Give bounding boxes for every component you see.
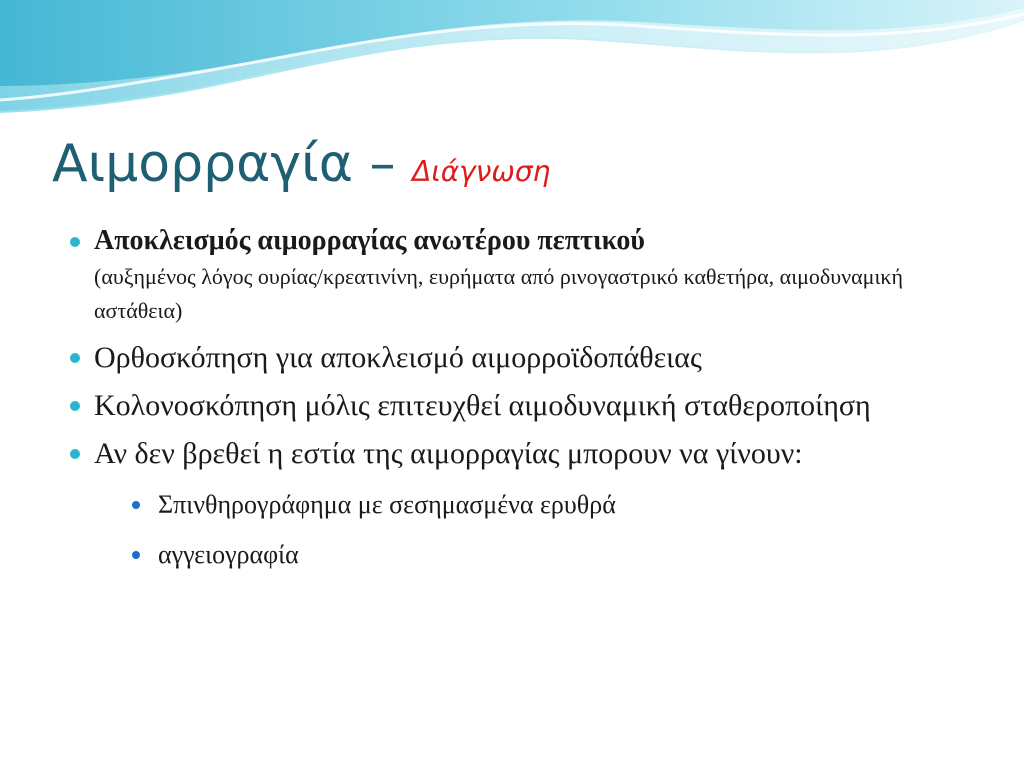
bullet-detail-text: (αυξημένος λόγος ουρίας/κρεατινίνη, ευρήματα από ρινογαστρικό καθετήρα, αιμοδυναμική αστάθεια) <box>94 264 903 323</box>
bullet-dot-icon <box>70 449 80 459</box>
sub-list-item <box>132 530 980 580</box>
slide-title <box>52 128 550 208</box>
bullet-dot-icon <box>70 237 80 247</box>
wave-header-decoration <box>0 0 1024 130</box>
bullet-list <box>70 222 980 588</box>
list-item <box>70 386 980 426</box>
sub-list-item <box>132 480 980 530</box>
title-main: Αιμορραγία – <box>52 134 396 194</box>
bullet-bold-text: Αποκλεισμός αιμορραγίας ανωτέρου πεπτικού <box>94 225 645 256</box>
bullet-text: Αν δεν βρεθεί η εστία της αιμορραγίας μπορουν να γίνουν: <box>94 437 803 470</box>
sub-bullet-text: αγγειογραφία <box>158 540 299 569</box>
sub-bullet-dot-icon <box>132 551 140 559</box>
sub-bullet-list <box>132 480 980 580</box>
list-item <box>70 222 980 328</box>
list-item <box>70 338 980 378</box>
bullet-dot-icon <box>70 401 80 411</box>
sub-bullet-text: Σπινθηρογράφημα με σεσημασμένα ερυθρά <box>158 490 616 519</box>
list-item <box>70 434 980 580</box>
sub-bullet-dot-icon <box>132 501 140 509</box>
title-subtitle: Διάγνωση <box>412 155 551 188</box>
bullet-dot-icon <box>70 353 80 363</box>
bullet-text: Ορθοσκόπηση για αποκλεισμό αιμορροϊδοπάθειας <box>94 341 702 374</box>
bullet-text: Κολονοσκόπηση μόλις επιτευχθεί αιμοδυναμική σταθεροποίηση <box>94 389 871 422</box>
